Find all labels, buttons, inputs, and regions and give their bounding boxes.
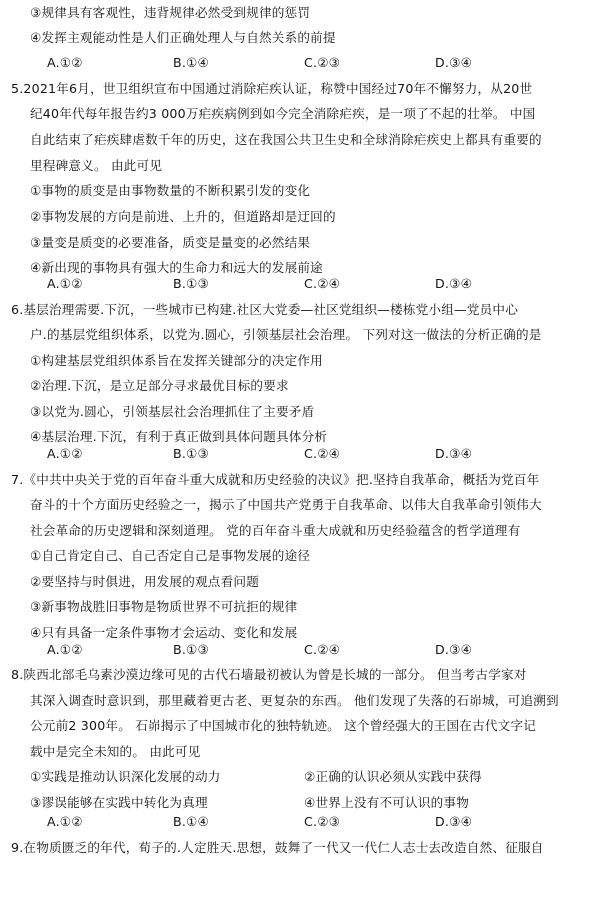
q5-statement-1: ①事物的质变是由事物数量的不断积累引发的变化 bbox=[30, 183, 311, 198]
q6-statement-3: ③以党为.圆心，引领基层社会治理抓住了主要矛盾 bbox=[30, 404, 315, 419]
q7-stem-line-2: 奋斗的十个方面历史经验之一，揭示了中国共产党勇于自我革命、以伟大自我革命引领伟大 bbox=[30, 497, 542, 512]
q6-option-c: C.②④ bbox=[304, 446, 341, 461]
q8-stem-line-1: 8.陕西北部毛乌素沙漠边缘可见的古代石墙最初被认为曾是长城的一部分。 但当考古学家对 bbox=[11, 667, 527, 682]
q5-option-a: A.①② bbox=[47, 276, 83, 291]
q6-option-b: B.①③ bbox=[173, 446, 210, 461]
q5-stem-line-1: 5.2021年6月，世卫组织宣布中国通过消除疟疾认证，称赞中国经过70年不懈努力，从20世 bbox=[11, 81, 533, 96]
q8-option-c: C.②③ bbox=[304, 814, 341, 829]
q5-stem-line-2: 纪40年代每年报告约3 000万疟疾病例到如今完全消除疟疾，是一项了不起的壮举。 中国 bbox=[30, 106, 536, 121]
q7-statement-4: ④只有具备一定条件事物才会运动、变化和发展 bbox=[30, 625, 298, 640]
q5-stem-line-3: 自此结束了疟疾肆虐数千年的历史，这在我国公共卫生史和全球消除疟疾史上都具有重要的 bbox=[30, 132, 542, 147]
q6-option-d: D.③④ bbox=[435, 446, 473, 461]
q5-stem-line-4: 里程碑意义。 由此可见 bbox=[30, 158, 163, 173]
q5-statement-2: ②事物发展的方向是前进、上升的，但道路却是迂回的 bbox=[30, 209, 336, 224]
q5-statement-4: ④新出现的事物具有强大的生命力和远大的发展前途 bbox=[30, 260, 323, 275]
q7-stem-line-1: 7.《中共中央关于党的百年奋斗重大成就和历史经验的决议》把.坚持自我革命，概括为党百年 bbox=[11, 472, 540, 487]
q8-statement-1: ①实践是推动认识深化发展的动力 bbox=[30, 769, 221, 784]
q4-option-c: C.②③ bbox=[304, 55, 341, 70]
q7-option-a: A.①② bbox=[47, 642, 83, 657]
q7-option-d: D.③④ bbox=[435, 642, 473, 657]
q7-statement-2: ②要坚持与时俱进，用发展的观点看问题 bbox=[30, 574, 259, 589]
q5-statement-3: ③量变是质变的必要准备，质变是量变的必然结果 bbox=[30, 235, 311, 250]
q8-option-b: B.①④ bbox=[173, 814, 210, 829]
q6-statement-1: ①构建基层党组织体系旨在发挥关键部分的决定作用 bbox=[30, 353, 323, 368]
q7-statement-3: ③新事物战胜旧事物是物质世界不可抗拒的规律 bbox=[30, 599, 298, 614]
q8-statement-2: ②正确的认识必须从实践中获得 bbox=[304, 769, 482, 784]
q7-statement-1: ①自己肯定自己、自己否定自己是事物发展的途径 bbox=[30, 548, 311, 563]
q7-stem-line-3: 社会革命的历史逻辑和深刻道理。 党的百年奋斗重大成就和历史经验蕴含的哲学道理有 bbox=[30, 523, 521, 538]
q8-stem-line-4: 载中是完全未知的。 由此可见 bbox=[30, 744, 201, 759]
q6-statement-2: ②治理.下沉，是立足部分寻求最优目标的要求 bbox=[30, 378, 289, 393]
q8-stem-line-3: 公元前2 300年。 石峁揭示了中国城市化的独特轨迹。 这个曾经强大的王国在古代文字记 bbox=[30, 718, 537, 733]
q8-stem-line-2: 其深入调查时意识到，那里藏着更古老、更复杂的东西。 他们发现了失落的石峁城，可追溯到 bbox=[30, 693, 559, 708]
q6-statement-4: ④基层治理.下沉，有利于真正做到具体问题具体分析 bbox=[30, 429, 328, 444]
q4-statement-3: ③规律具有客观性，违背规律必然受到规律的惩罚 bbox=[30, 5, 311, 20]
q7-option-c: C.②④ bbox=[304, 642, 341, 657]
q4-option-d: D.③④ bbox=[435, 55, 473, 70]
q5-option-d: D.③④ bbox=[435, 276, 473, 291]
q5-option-b: B.①③ bbox=[173, 276, 210, 291]
q6-stem-line-2: 户.的基层党组织体系，以党为.圆心，引领基层社会治理。 下列对这一做法的分析正确的是 bbox=[30, 327, 542, 342]
q6-option-a: A.①② bbox=[47, 446, 83, 461]
q9-stem-line-1: 9.在物质匮乏的年代，荀子的.人定胜天.思想，鼓舞了一代又一代仁人志士去改造自然、征服自 bbox=[11, 840, 544, 855]
q8-option-a: A.①② bbox=[47, 814, 83, 829]
q6-stem-line-1: 6.基层治理需要.下沉，一些城市已构建.社区大党委—社区党组织—楼栋党小组—党员中心 bbox=[11, 302, 518, 317]
q8-option-d: D.③④ bbox=[435, 814, 473, 829]
q4-statement-4: ④发挥主观能动性是人们正确处理人与自然关系的前提 bbox=[30, 30, 336, 45]
q4-option-b: B.①④ bbox=[173, 55, 210, 70]
q7-option-b: B.①③ bbox=[173, 642, 210, 657]
q5-option-c: C.②④ bbox=[304, 276, 341, 291]
q4-option-a: A.①② bbox=[47, 55, 83, 70]
q8-statement-3: ③谬误能够在实践中转化为真理 bbox=[30, 795, 208, 810]
q8-statement-4: ④世界上没有不可认识的事物 bbox=[304, 795, 470, 810]
